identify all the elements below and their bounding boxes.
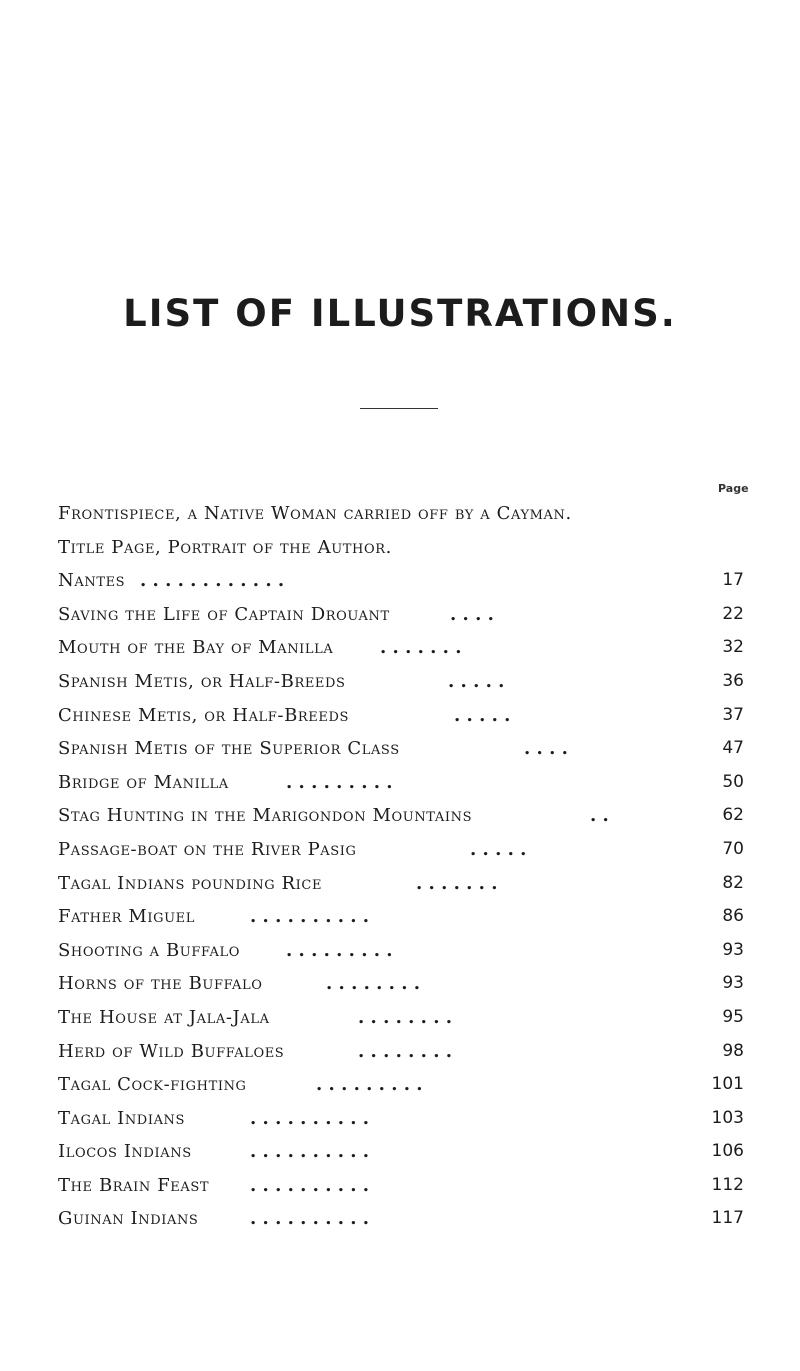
page-number: 62 (722, 805, 744, 826)
page-number: 50 (722, 771, 744, 792)
leader-dots: . . . . . (470, 838, 527, 860)
list-item (58, 699, 758, 733)
page-number: 70 (722, 838, 744, 859)
leader-dots: . . . . . . . . . (316, 1074, 423, 1096)
list-item (58, 867, 758, 901)
page-number: 98 (722, 1040, 744, 1061)
list-item (58, 1102, 758, 1136)
entry-title: Ilocos Indians (58, 1141, 192, 1163)
leader-dots: . . . . . . . . . . . . (140, 570, 285, 592)
leader-dots: . . . . . . . (416, 872, 498, 894)
entry-title: Stag Hunting in the Marigondon Mountains (58, 805, 473, 827)
leader-dots: . . . . . . . . . (286, 939, 393, 961)
list-item (58, 1001, 758, 1035)
entry-title: Nantes (58, 570, 126, 592)
entry-title: Title Page, Portrait of the Author. (58, 536, 392, 558)
page-title: LIST OF ILLUSTRATIONS. (123, 292, 677, 335)
page-number: 106 (711, 1141, 744, 1162)
page-number: 93 (722, 939, 744, 960)
list-item (58, 665, 758, 699)
list-item (58, 766, 758, 800)
page-number: 95 (722, 1006, 744, 1027)
list-item (58, 1068, 758, 1102)
leader-dots: . . . . . . . . . . (250, 1107, 370, 1129)
list-item (58, 631, 758, 665)
entry-title: Father Miguel (58, 906, 196, 928)
leader-dots: . . . . . . . . . . (250, 1208, 370, 1230)
page-number: 32 (722, 637, 744, 658)
leader-dots: . . . . . (454, 704, 511, 726)
entry-title: Tagal Indians (58, 1107, 186, 1129)
leader-dots: . . . . . . . . . . (250, 1141, 370, 1163)
leader-dots: . . . . . . . . (326, 973, 420, 995)
page-number: 103 (711, 1107, 744, 1128)
entry-title: Herd of Wild Buffaloes (58, 1040, 285, 1062)
leader-dots: . . . . . . . (380, 637, 462, 659)
page-column-label: Page (718, 482, 749, 495)
entry-title: Shooting a Buffalo (58, 939, 240, 961)
page-number: 22 (722, 603, 744, 624)
page-number: 37 (722, 704, 744, 725)
entry-title: The Brain Feast (58, 1174, 210, 1196)
entry-title: Bridge of Manilla (58, 771, 229, 793)
list-item (58, 732, 758, 766)
entry-title: Spanish Metis of the Superior Class (58, 738, 400, 760)
page-number: 36 (722, 670, 744, 691)
entry-title: The House at Jala-Jala (58, 1006, 270, 1028)
page-number: 112 (711, 1174, 744, 1195)
leader-dots: . . . . . . . . . . (250, 1174, 370, 1196)
entry-title: Spanish Metis, or Half-Breeds (58, 670, 346, 692)
title-divider (360, 408, 438, 409)
list-item (58, 967, 758, 1001)
entry-title: Chinese Metis, or Half-Breeds (58, 704, 350, 726)
entry-title: Mouth of the Bay of Manilla (58, 637, 334, 659)
entry-title: Saving the Life of Captain Drouant (58, 603, 390, 625)
page-number: 17 (722, 570, 744, 591)
entry-title: Horns of the Buffalo (58, 973, 263, 995)
leader-dots: . . . . . . . . (358, 1040, 452, 1062)
entry-title: Guinan Indians (58, 1208, 199, 1230)
page-number: 93 (722, 973, 744, 994)
list-item (58, 1169, 758, 1203)
entry-title: Passage-boat on the River Pasig (58, 838, 357, 860)
page-number: 117 (711, 1208, 744, 1229)
leader-dots: . . . . . (448, 670, 505, 692)
page-number: 86 (722, 906, 744, 927)
list-item (58, 900, 758, 934)
list-item (58, 497, 758, 531)
list-item (58, 531, 758, 565)
list-item (58, 1202, 758, 1236)
entry-title: Frontispiece, a Native Woman carried off by a Cayman. (58, 503, 572, 524)
page-number: 47 (722, 738, 744, 759)
list-item (58, 598, 758, 632)
illustrations-list (58, 497, 758, 1236)
leader-dots: . . . . (450, 603, 494, 625)
leader-dots: . . (590, 805, 609, 827)
entry-title: Tagal Indians pounding Rice (58, 872, 323, 894)
page-number: 82 (722, 872, 744, 893)
leader-dots: . . . . . . . . . . (250, 906, 370, 928)
leader-dots: . . . . . . . . . (286, 771, 393, 793)
entry-title: Tagal Cock-fighting (58, 1074, 247, 1096)
leader-dots: . . . . (524, 738, 568, 760)
list-item (58, 833, 758, 867)
list-item (58, 1135, 758, 1169)
list-item (58, 1035, 758, 1069)
list-item (58, 934, 758, 968)
list-item (58, 564, 758, 598)
list-item (58, 799, 758, 833)
page-number: 101 (711, 1074, 744, 1095)
leader-dots: . . . . . . . . (358, 1006, 452, 1028)
